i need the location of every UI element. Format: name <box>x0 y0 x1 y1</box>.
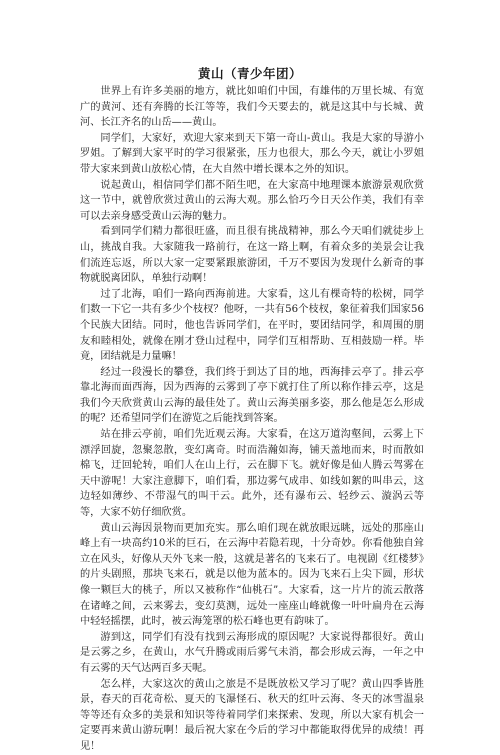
paragraph-pine-tree: 过了北海，咱们一路向西海前进。大家看，这儿有棵奇特的松树，同学们数一下它一共有多少个枝杈？他呀，一共有56个枝杈，象征着我们国家56个民族大团结。同时，他也告诉同学们，在平时，要团结同学，和周围的朋友和睦相处，就像在刚才登山过程中，同学们互相帮助、互相鼓励一样。毕竟，团结就是力量嘛！ <box>80 288 424 363</box>
paragraph-cloud-origin: 游到这，同学们有没有找到云海形成的原因呢？大家说得都很好。黄山是云雾之乡，在黄山，水气升腾或雨后雾气未消，都会形成云海，一年之中有云雾的天气达两百多天呢。 <box>80 631 424 674</box>
paragraph-cloud-sea-intro: 说起黄山，相信同学们都不陌生吧，在大家高中地理课本旅游景观欣赏这一节中，就曾欣赏过黄山的云海大观。那么恰巧今日天公作美，我们有幸可以去亲身感受黄山云海的魅力。 <box>80 179 424 222</box>
paragraph-feilai-stone: 黄山云海因景物而更加充实。那么咱们现在就放眼远眺，远处的那座山峰上有一块高约10米的巨石，在云海中若隐若现，十分奇妙。你看他独自耸立在风头，好像从天外飞来一般，这就是著名的飞来石了。电视剧《红楼梦》的片头剧照，那块飞来石，就是以他为蓝本的。因为飞来石上尖下圆，形状像一颗巨大的桃子，所以又被称作“仙桃石”。大家看，这一片片的流云散落在诸峰之间，云来雾去，变幻莫测，远处一座座山峰就像一叶叶扁舟在云海中轻轻摇摆，此时，被云海笼罩的松石峰也更有韵味了。 <box>80 522 424 628</box>
paragraph-farewell: 怎么样，大家这次的黄山之旅是不是既放松又学习了呢？黄山四季皆胜景，春天的百花奇松、夏天的飞瀑怪石、秋天的红叶云海、冬天的冰雪温泉等等还有众多的美景和知识等待着同学们来探索、发现，所以大家有机会一定要再来黄山游玩啊！最后祝大家在今后的学习中都能取得优异的成绩！再见！ <box>80 678 424 752</box>
document-title: 黄山（青少年团） <box>197 66 302 81</box>
paragraph-hiking: 看到同学们精力都很旺盛，而且很有挑战精神，那么今天咱们就徒步上山，挑战自我。大家随我一路前行，在这一路上啊，有着众多的美景会让我们流连忘返，所以大家一定要紧跟旅游团，千万不要因为发现什么新奇的事物就脱离团队，单独行动啊！ <box>80 226 424 285</box>
paragraph-greeting: 同学们，大家好，欢迎大家来到天下第一奇山-黄山。我是大家的导游小罗姐。了解到大家平时的学习很紧张，压力也很大，那么今天，就让小罗姐带大家来到黄山放松心情，在大自然中增长课本之外的知识。 <box>80 132 424 175</box>
paragraph-near-view: 站在排云亭前，咱们先近观云海。大家看，在这万道沟壑间，云雾上下漂浮回旋，忽聚忽散，变幻离奇。时而浩瀚如海，铺天盖地而来，时而散如棉飞，迂回轮转，咱们人在山上行，云在脚下飞。就好像是仙人腾云驾雾在天中游呢！大家注意脚下，咱们看，那边雾气成串、如线如絮的叫串云，这边轻如薄纱、不带湿气的叫干云。此外，还有瀑布云、轻纱云、漩涡云等等，大家不妨仔细欣赏。 <box>80 429 424 519</box>
paragraph-paiyun-pavilion: 经过一段漫长的攀登，我们终于到达了目的地，西海排云亭了。排云亭靠北海而面西海，因为西海的云雾到了亭下就打住了所以称作排云亭，这是我们今天欣赏黄山云海的最佳处了。黄山云海美丽多姿，那么他是怎么形成的呢？还希望同学们在游览之后能找到答案。 <box>80 366 424 425</box>
document-body <box>80 84 424 755</box>
paragraph-intro: 世界上有许多美丽的地方，就比如咱们中国，有雄伟的万里长城、有宽广的黄河、还有奔腾的长江等等，我们今天要去的，就是这其中与长城、黄河、长江齐名的山岳——黄山。 <box>80 86 424 129</box>
